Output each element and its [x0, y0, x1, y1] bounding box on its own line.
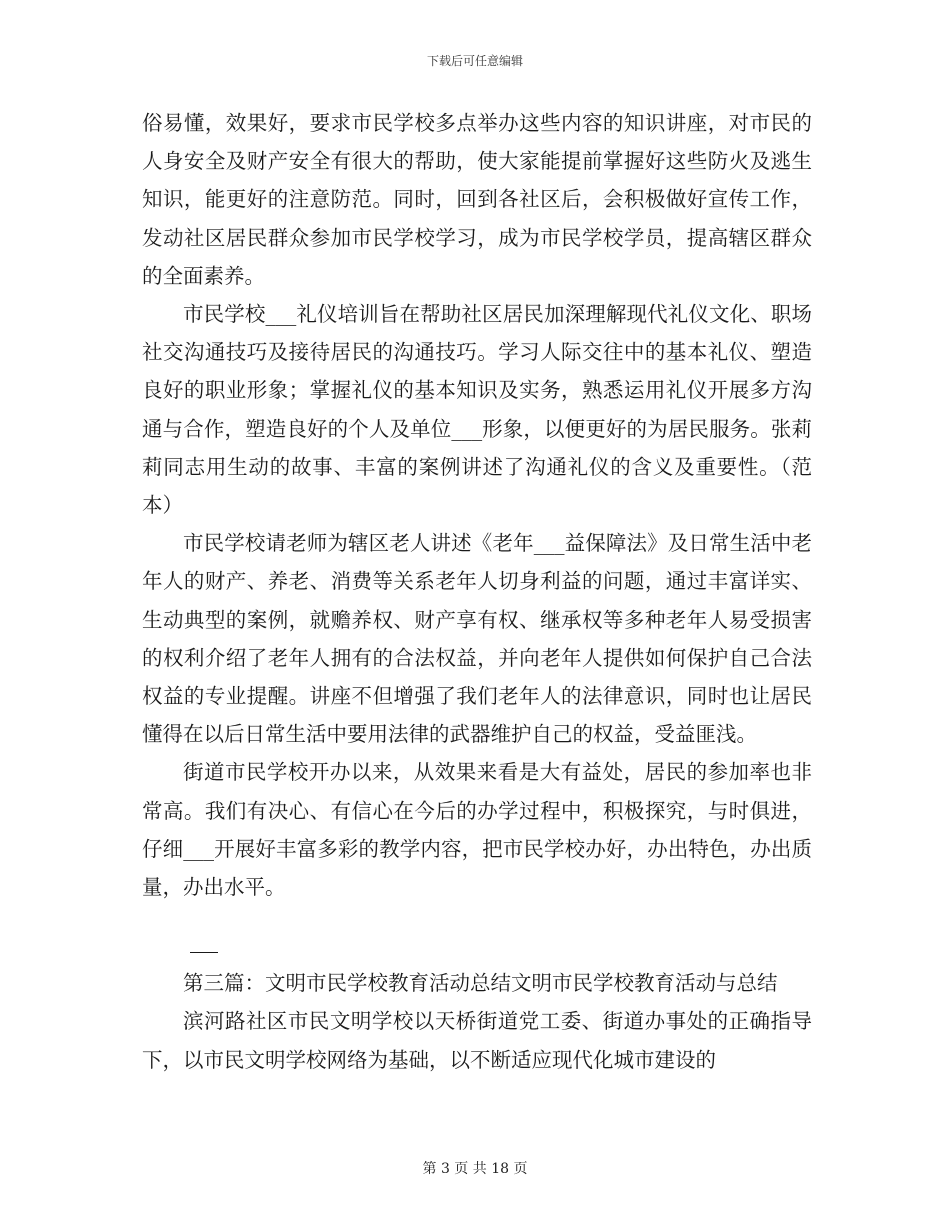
- paragraph-1: 俗易懂，效果好，要求市民学校多点举办这些内容的知识讲座，对市民的人身安全及财产安全有很大的帮助，使大家能提前掌握好这些防火及逃生知识，能更好的注意防范。同时，回到各社区后，会积极做好宣传工作，发动社区居民群众参加市民学校学习，成为市民学校学员，提高辖区群众的全面素养。: [142, 111, 812, 288]
- divider-line: [190, 952, 218, 953]
- page-footer: 第 3 页 共 18 页: [422, 1161, 528, 1177]
- paragraph-2: 市民学校___礼仪培训旨在帮助社区居民加深理解现代礼仪文化、职场社交沟通技巧及接待居民的沟通技巧。学习人际交往中的基本礼仪、塑造良好的职业形象；掌握礼仪的基本知识及实务，熟悉运用礼仪开展多方沟通与合作，塑造良好的个人及单位___形象，以便更好的为居民服务。张莉莉同志用生动的故事、丰富的案例讲述了沟通礼仪的含义及重要性。（范本）: [142, 302, 812, 518]
- document-body: [142, 104, 812, 1079]
- section-divider: [142, 916, 812, 954]
- paragraph-4: 街道市民学校开办以来，从效果来看是大有益处，居民的参加率也非常高。我们有决心、有信心在今后的办学过程中，积极探究，与时俱进，仔细___开展好丰富多彩的教学内容，把市民学校办好，办出特色，办出质量，办出水平。: [142, 760, 812, 900]
- paragraph-3: 市民学校请老师为辖区老人讲述《老年___益保障法》及日常生活中老年人的财产、养老、消费等关系老年人切身利益的问题，通过丰富详实、生动典型的案例，就赡养权、财产享有权、继承权等多种老年人易受损害的权利介绍了老年人拥有的合法权益，并向老年人提供如何保护自己合法权益的专业提醒。讲座不但增强了我们老年人的法律意识，同时也让居民懂得在以后日常生活中要用法律的武器维护自己的权益，受益匪浅。: [142, 531, 812, 747]
- section-paragraph: 滨河路社区市民文明学校以天桥街道党工委、街道办事处的正确指导下，以市民文明学校网络为基础，以不断适应现代化城市建设的: [142, 1009, 812, 1072]
- page-header: 下载后可任意编辑: [426, 54, 523, 68]
- section-title: 第三篇：文明市民学校教育活动总结文明市民学校教育活动与总结: [183, 971, 778, 996]
